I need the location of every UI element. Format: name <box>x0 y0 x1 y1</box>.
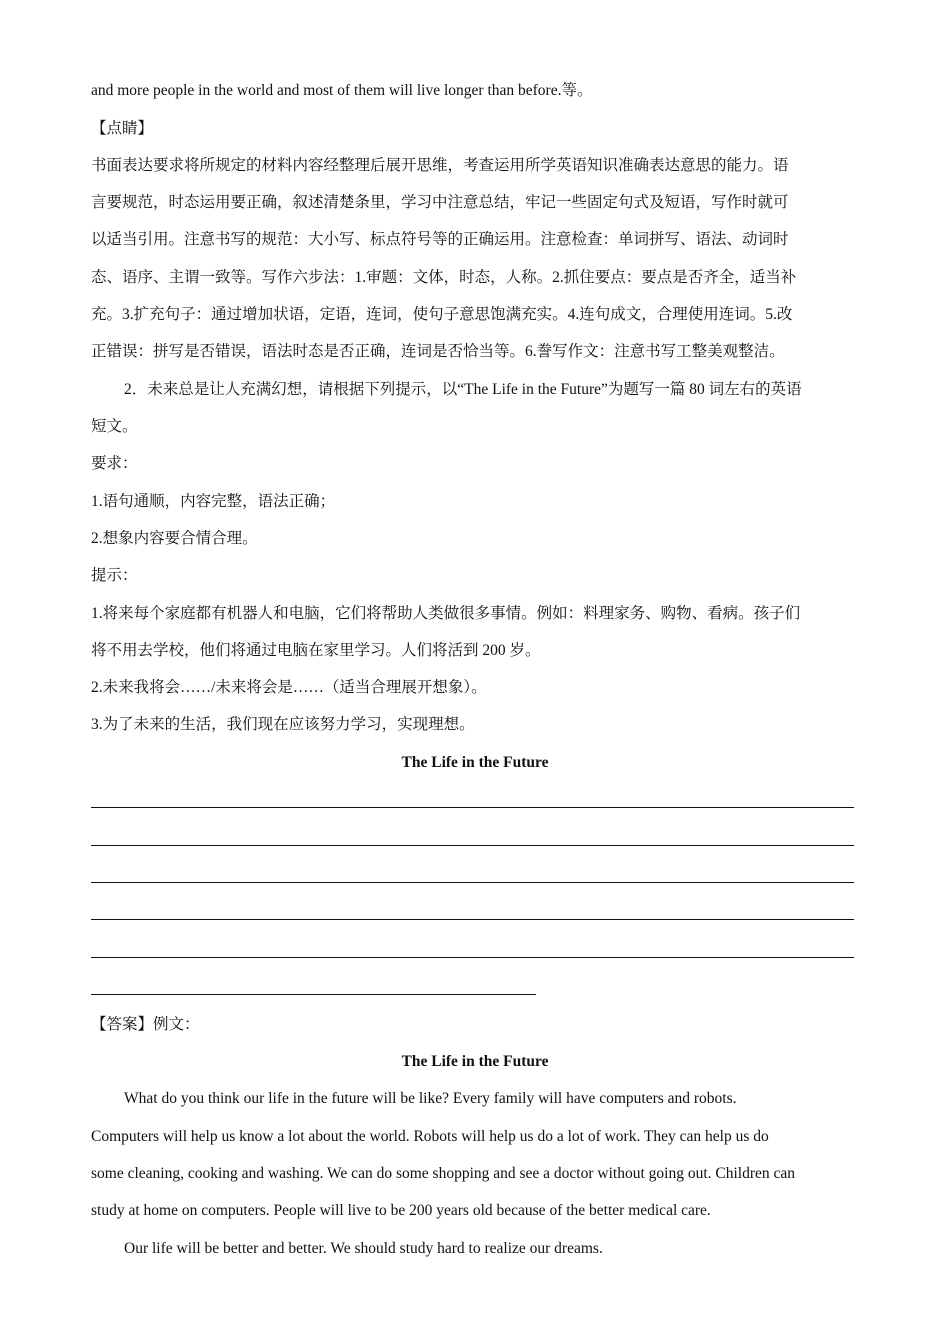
writing-line <box>91 919 854 920</box>
tip-line: 正错误：拼写是否错误，语法时态是否正确，连词是否恰当等。6.誊写作文：注意书写工整美观整洁。 <box>91 343 785 360</box>
tip-line: 书面表达要求将所规定的材料内容经整理后展开思维，考查运用所学英语知识准确表达意思的能力。语 <box>91 157 789 174</box>
answer-paragraph-line: some cleaning, cooking and washing. We can do some shopping and see a doctor without going out. Children can <box>91 1165 796 1182</box>
hint-item: 2.未来我将会……/未来将会是……（适当合理展开想象）。 <box>91 679 487 696</box>
answer-title: The Life in the Future <box>401 1053 549 1070</box>
hint-item: 3.为了未来的生活，我们现在应该努力学习，实现理想。 <box>91 716 475 733</box>
answer-label: 【答案】例文： <box>91 1016 200 1033</box>
writing-line <box>91 807 854 808</box>
requirement-item: 2.想象内容要合情合理。 <box>91 530 258 547</box>
hints-label: 提示： <box>91 567 138 584</box>
writing-line <box>91 994 536 995</box>
tip-heading: 【点睛】 <box>91 120 154 137</box>
answer-paragraph-line: Computers will help us know a lot about the world. Robots will help us do a lot of work. They can help us do <box>91 1128 769 1145</box>
requirement-item: 1.语句通顺，内容完整，语法正确； <box>91 493 336 510</box>
hint-item: 1.将来每个家庭都有机器人和电脑，它们将帮助人类做很多事情。例如：料理家务、购物、看病。孩子们 <box>91 605 801 622</box>
tip-line: 言要规范，时态运用要正确，叙述清楚条里，学习中注意总结，牢记一些固定句式及短语，写作时就可 <box>91 194 789 211</box>
tip-line: 态、语序、主谓一致等。写作六步法：1.审题：文体，时态，人称。2.抓住要点：要点是否齐全，适当补 <box>91 269 797 286</box>
writing-line <box>91 957 854 958</box>
answer-paragraph-line: study at home on computers. People will live to be 200 years old because of the better medical care. <box>91 1202 711 1219</box>
hint-item: 将不用去学校，他们将通过电脑在家里学习。人们将活到 200 岁。 <box>91 642 541 659</box>
tip-line: 充。3.扩充句子：通过增加状语，定语，连词，使句子意思饱满充实。4.连句成文，合理使用连词。5.改 <box>91 306 793 323</box>
answer-paragraph-line: What do you think our life in the future will be like? Every family will have computers and robots. <box>124 1090 737 1107</box>
writing-line <box>91 845 854 846</box>
answer-paragraph-line: Our life will be better and better. We should study hard to realize our dreams. <box>124 1240 603 1257</box>
question-line: 2．未来总是让人充满幻想，请根据下列提示，以“The Life in the Future”为题写一篇 80 词左右的英语 <box>124 381 802 398</box>
requirements-label: 要求： <box>91 455 138 472</box>
essay-title: The Life in the Future <box>401 754 549 771</box>
question-line: 短文。 <box>91 418 138 435</box>
writing-line <box>91 882 854 883</box>
tip-line: 以适当引用。注意书写的规范：大小写、标点符号等的正确运用。注意检查：单词拼写、语法、动词时 <box>91 231 789 248</box>
continuation-text: and more people in the world and most of them will live longer than before.等。 <box>91 82 593 99</box>
